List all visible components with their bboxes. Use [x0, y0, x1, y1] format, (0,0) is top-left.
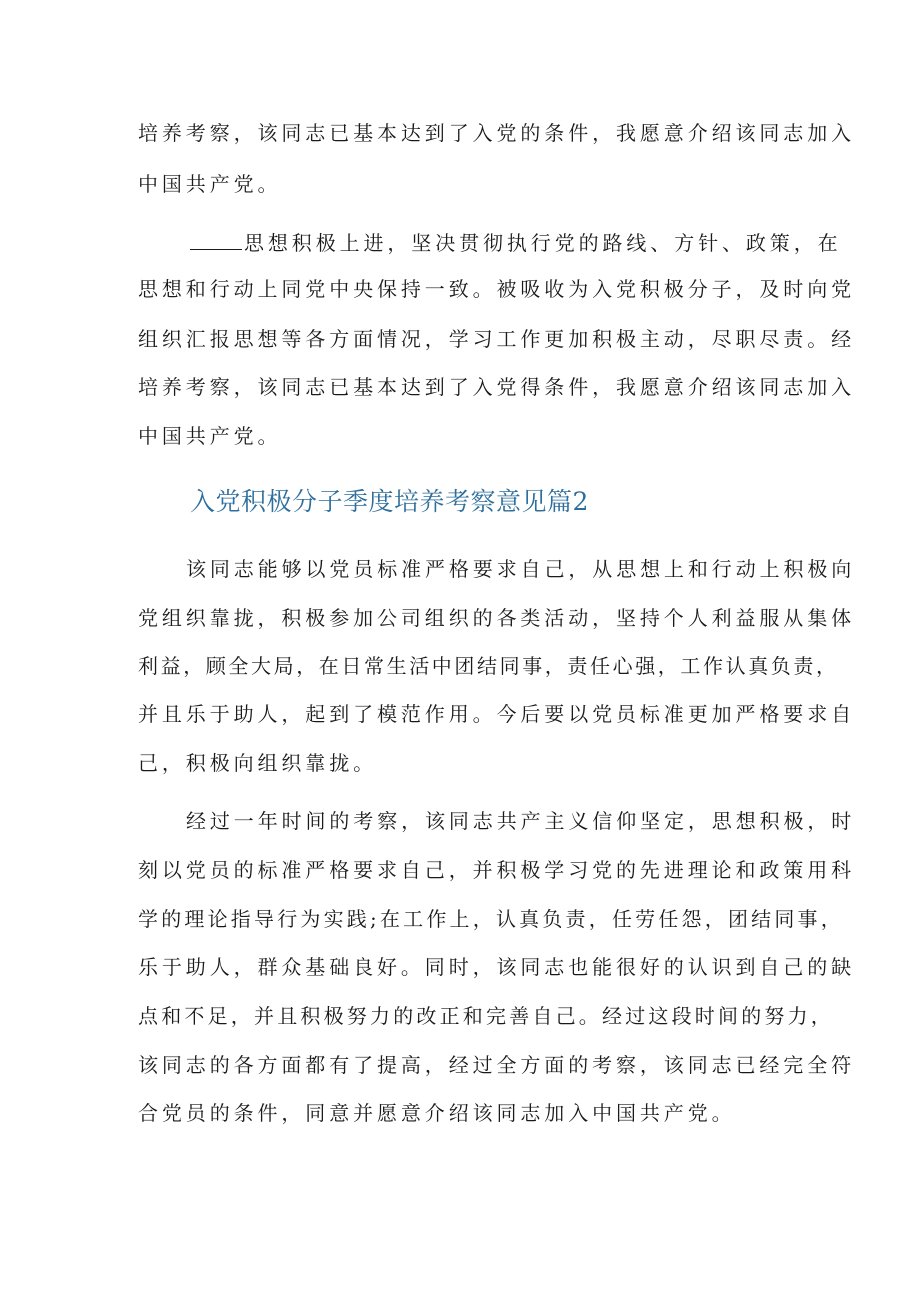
paragraph-3-line-4: 并且乐于助人，起到了模范作用。今后要以党员标准更加严格要求自 [138, 702, 855, 726]
paragraph-4-line-5: 点和不足，并且积极努力的改正和完善自己。经过这段时间的努力， [138, 1004, 834, 1028]
paragraph-4-line-4: 乐于助人，群众基础良好。同时，该同志也能很好的认识到自己的缺 [138, 955, 855, 979]
paragraph-4-line-3: 学的理论指导行为实践;在工作上，认真负责，任劳任怨，团结同事， [138, 907, 844, 931]
paragraph-4-line-6: 该同志的各方面都有了提高，经过全方面的考察，该同志已经完全符 [138, 1053, 855, 1077]
paragraph-2-line-1-text: 思想积极上进，坚决贯彻执行党的路线、方针、政策，在 [244, 231, 842, 255]
paragraph-3-line-1: 该同志能够以党员标准严格要求自己，从思想上和行动上积极向 [186, 557, 856, 581]
fill-in-blank [190, 231, 242, 250]
paragraph-4-line-2: 刻以党员的标准严格要求自己，并积极学习党的先进理论和政策用科 [138, 858, 855, 882]
paragraph-2-line-1 [190, 230, 842, 256]
paragraph-2-line-4: 培养考察，该同志已基本达到了入党得条件，我愿意介绍该同志加入 [138, 375, 855, 399]
paragraph-2-line-5: 中国共产党。 [138, 424, 282, 448]
paragraph-3-line-2: 党组织靠拢，积极参加公司组织的各类活动，坚持个人利益服从集体 [138, 606, 855, 630]
paragraph-3-line-3: 利益，顾全大局，在日常生活中团结同事，责任心强，工作认真负责， [138, 654, 839, 678]
paragraph-1-line-2: 中国共产党。 [138, 172, 282, 196]
paragraph-1-line-1: 培养考察，该同志已基本达到了入党的条件，我愿意介绍该同志加入 [138, 121, 855, 145]
paragraph-2-line-3: 组织汇报思想等各方面情况，学习工作更加积极主动，尽职尽责。经 [138, 327, 855, 351]
paragraph-3-line-5: 己，积极向组织靠拢。 [138, 751, 377, 775]
paragraph-4-line-7: 合党员的条件，同意并愿意介绍该同志加入中国共产党。 [138, 1101, 736, 1125]
paragraph-4-line-1: 经过一年时间的考察，该同志共产主义信仰坚定，思想积极，时 [186, 809, 856, 833]
section-heading: 入党积极分子季度培养考察意见篇2 [190, 487, 589, 516]
paragraph-2-line-2: 思想和行动上同党中央保持一致。被吸收为入党积极分子，及时向党 [138, 277, 855, 301]
